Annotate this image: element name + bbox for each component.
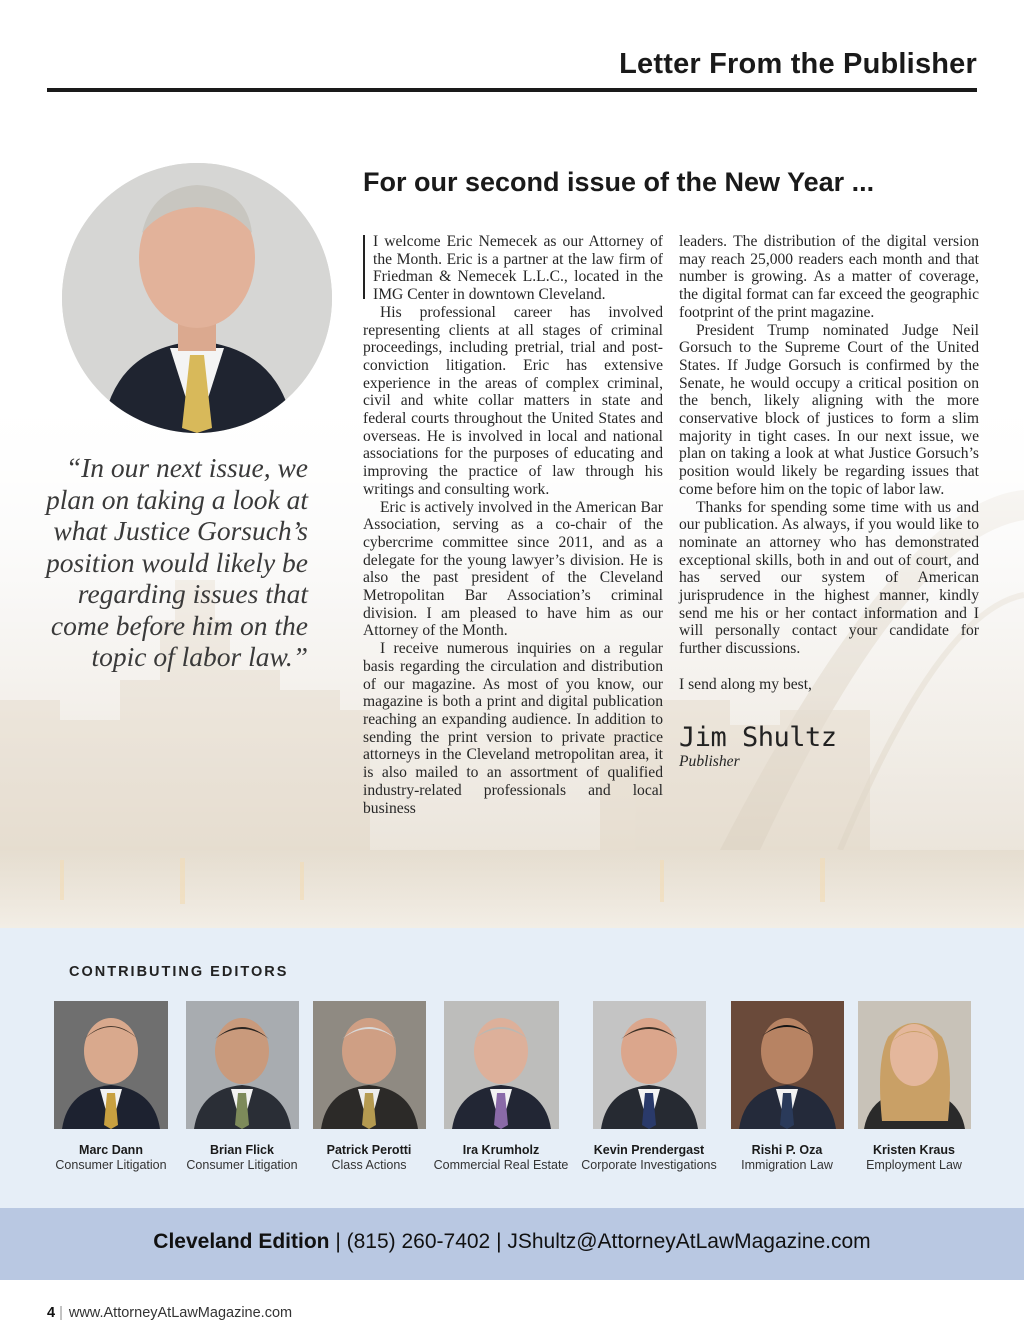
- editor-name: Kristen Kraus: [873, 1143, 955, 1157]
- publisher-portrait: [62, 163, 332, 433]
- editor-card: [578, 1001, 720, 1172]
- contributing-editors-label: CONTRIBUTING EDITORS: [69, 964, 289, 980]
- editor-photo: [444, 1001, 559, 1129]
- article-paragraph: Eric is actively involved in the American Bar Association, serving as a co-chair of the cybercrime committee since 2011, and as a delegate for the young lawyer’s division. He is also the past president of the Cleveland Metropolitan Bar Association’s criminal division. I am pleased to have him as our Attorney of the Month.: [363, 498, 663, 640]
- section-title: Letter From the Publisher: [619, 48, 977, 80]
- article-paragraph: I receive numerous inquiries on a regular basis regarding the circulation and distribution of our magazine. As most of you know, our magazine is both a print and digital publication reaching an expanding audience. In addition to sending the print version to private practice attorneys in the Cleveland metropolitan area, it is also mailed to an assortment of qualified industry-related professionals and local business: [363, 640, 663, 817]
- editor-practice-area: Consumer Litigation: [186, 1158, 298, 1172]
- editor-photo: [54, 1001, 168, 1129]
- pull-quote: “In our next issue, we plan on taking a look at what Justice Gorsuch’s position would likely be regarding issues that come before him on the topic of labor law.”: [46, 452, 308, 672]
- article-headline: For our second issue of the New Year ...: [363, 167, 875, 197]
- editor-photo: [731, 1001, 844, 1129]
- publisher-signature: Jim Shultz: [679, 722, 837, 754]
- article-paragraph: His professional career has involved representing clients at all stages of criminal proceedings, including pretrial, trial and post-conviction litigation. Eric has extensive experience in the areas of complex criminal, civil and white collar matters in state and federal courts throughout the United States and overseas. He is involved in local and national associations for the purposes of educating and improving the practice of law through his writings and consulting work.: [363, 303, 663, 498]
- contact-phone[interactable]: (815) 260-7402: [346, 1230, 491, 1253]
- article-paragraph: Thanks for spending some time with us and our publication. As always, if you would like to nominate an attorney who has demonstrated exceptional skills, both in and out of court, and has served our system of American jurisprudence in the highest manner, kindly send me his or her contact information and I will personally contact your candidate for further discussions.: [679, 498, 979, 658]
- editor-name: Ira Krumholz: [462, 1143, 540, 1157]
- website-link[interactable]: www.AttorneyAtLawMagazine.com: [68, 1305, 293, 1321]
- editor-card: [51, 1001, 171, 1172]
- article-paragraph: leaders. The distribution of the digital version may reach 25,000 readers each month and that number is growing. As a matter of coverage, the digital format can far exceed the geographic footprint of the print magazine.: [679, 233, 979, 321]
- editor-name: Kevin Prendergast: [593, 1143, 705, 1157]
- page-number: 4: [47, 1305, 56, 1321]
- contact-separator: |: [490, 1230, 508, 1253]
- edition-name: Cleveland Edition: [153, 1230, 330, 1253]
- editor-name: Marc Dann: [79, 1143, 143, 1157]
- editor-photo: [313, 1001, 426, 1129]
- editor-name: Rishi P. Oza: [751, 1143, 823, 1157]
- editor-practice-area: Class Actions: [331, 1158, 407, 1172]
- editor-photo: [858, 1001, 971, 1129]
- footer-separator: |: [59, 1305, 63, 1321]
- editor-practice-area: Corporate Investigations: [581, 1158, 717, 1172]
- article-paragraph: President Trump nominated Judge Neil Gorsuch to the Supreme Court of the United States. If Judge Gorsuch is confirmed by the Senate, he would occupy a critical position on the bench, likely aligning with the more conservative block of justices to form a slim majority in tight cases. In our next issue, we plan on taking a look at what Justice Gorsuch’s position would likely be regarding issues that come before him on the topic of labor law.: [679, 321, 979, 498]
- editor-practice-area: Employment Law: [866, 1158, 962, 1172]
- editor-card: [182, 1001, 302, 1172]
- editor-practice-area: Immigration Law: [741, 1158, 833, 1172]
- closing-line: I send along my best,: [679, 675, 812, 693]
- editor-practice-area: Consumer Litigation: [55, 1158, 167, 1172]
- editor-photo: [593, 1001, 706, 1129]
- editor-card: [728, 1001, 846, 1172]
- editor-card: [856, 1001, 972, 1172]
- contact-info: [0, 1230, 1024, 1254]
- contact-email[interactable]: JShultz@AttorneyAtLawMagazine.com: [507, 1230, 871, 1253]
- article-paragraph: I welcome Eric Nemecek as our Attorney of the Month. Eric is a partner at the law firm of Friedman & Nemecek L.L.C., located in the IMG Center in downtown Cleveland.: [373, 233, 663, 304]
- editor-card: [431, 1001, 571, 1172]
- editor-name: Brian Flick: [210, 1143, 274, 1157]
- editor-practice-area: Commercial Real Estate: [433, 1158, 569, 1172]
- editor-card: [309, 1001, 429, 1172]
- article-column-2: [679, 233, 979, 771]
- article-column-1: [363, 233, 663, 817]
- signature-role: Publisher: [679, 753, 740, 771]
- page-footer: [47, 1305, 292, 1321]
- editor-photo: [186, 1001, 299, 1129]
- header-rule: [47, 88, 977, 92]
- contact-separator: |: [329, 1230, 347, 1253]
- editor-name: Patrick Perotti: [326, 1143, 412, 1157]
